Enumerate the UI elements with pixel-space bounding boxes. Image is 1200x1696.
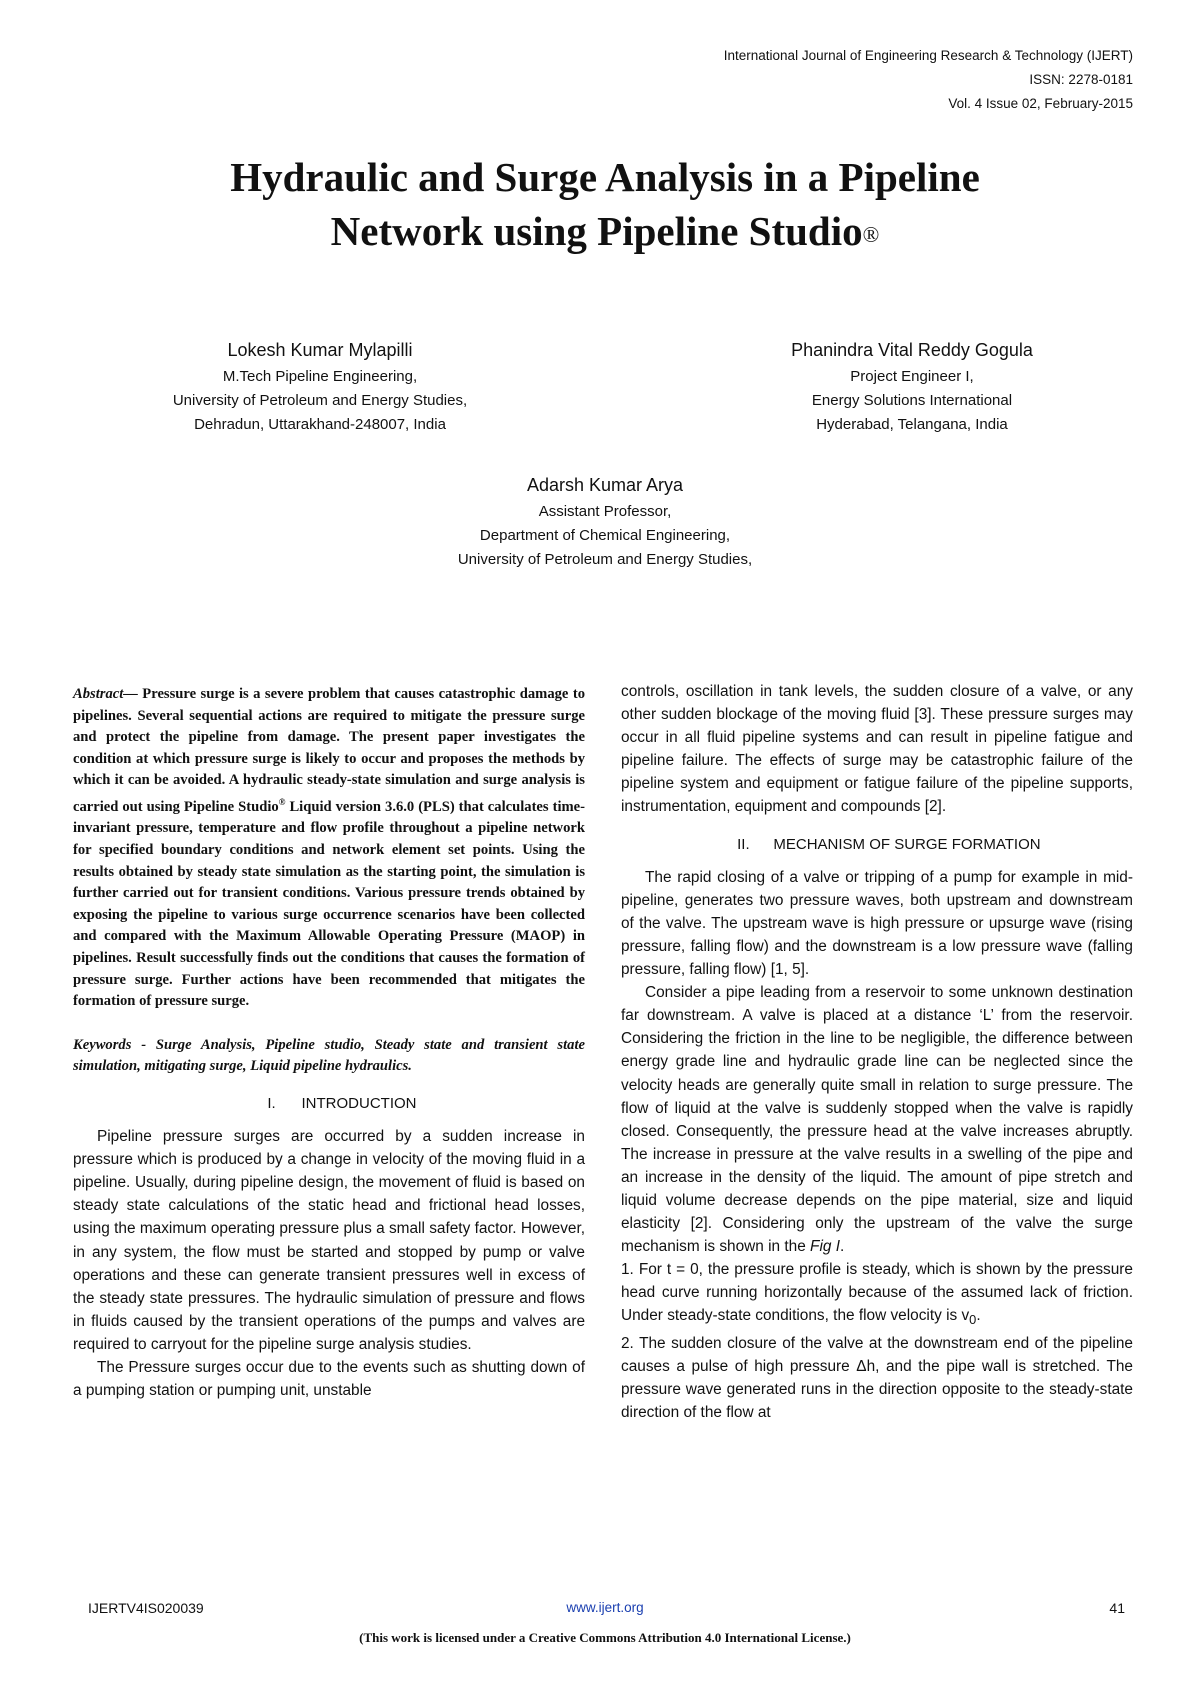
paper-id: IJERTV4IS020039 bbox=[88, 1600, 204, 1616]
author-affiliation: Project Engineer I, bbox=[850, 368, 974, 385]
intro-continuation: controls, oscillation in tank levels, the sudden closure of a valve, or any other sudden blockage of the moving fluid [3]. These pressure surges may occur in all fluid pipeline systems and can result in pipeline fatigue and pipeline failure. The effects of surge may be catastrophic failure of the pipeline system and equipment or fatigue failure of the pipeline supports, instrumentation, equipment and compounds [2]. bbox=[621, 683, 1133, 816]
journal-issn: ISSN: 2278-0181 bbox=[1029, 72, 1133, 87]
abstract-text-continued: Liquid version 3.6.0 (PLS) that calculates time-invariant pressure, temperature and flow profile throughout a pipeline network for specified boundary conditions and network element set points. Using the results obtained by steady state simulation as the starting point, the simulation is further carried out for transient conditions. Various pressure trends obtained by exposing the pipeline to various surge occurrence scenarios have been collected and compared with the Maximum Allowable Operating Pressure (MAOP) in pipelines. Result successfully finds out the conditions that causes the formation of pressure surge. Further actions have been recommended that mitigates the formation of pressure surge. bbox=[73, 798, 585, 1010]
section-number: I. bbox=[267, 1094, 276, 1112]
author-affiliation: University of Petroleum and Energy Studies, bbox=[457, 551, 753, 568]
author-block-2 bbox=[712, 335, 1112, 437]
title-line-2-text: Network using Pipeline Studio bbox=[330, 208, 863, 254]
abstract bbox=[73, 684, 585, 1013]
author-affiliation: Energy Solutions International bbox=[811, 392, 1013, 409]
item-text-end: . bbox=[976, 1307, 981, 1325]
author-name: Lokesh Kumar Mylapilli bbox=[227, 340, 413, 360]
author-affiliation: Hyderabad, Telangana, India bbox=[816, 416, 1008, 433]
item-text: 1. For t = 0, the pressure profile is steady, which is shown by the pressure head curve running horizontally because of the assumed lack of friction. Under steady-state conditions, the flow velocity is v bbox=[621, 1261, 1133, 1325]
registered-mark: ® bbox=[278, 796, 286, 807]
mechanism-paragraph-1: The rapid closing of a valve or tripping of a pump for example in mid- pipeline, generates two pressure waves, both upstream and downstream of the valve. The upstream wave is high pressure or upsurge wave (rising pressure, falling flow) and the downstream is a low pressure wave (falling pressure, falling flow) [1, 5]. bbox=[621, 868, 1133, 979]
paragraph-text-end: . bbox=[839, 1238, 845, 1256]
intro-paragraph-1: Pipeline pressure surges are occurred by a sudden increase in pressure which is produced by a change in velocity of the moving fluid in a pipeline. Usually, during pipeline design, the movement of fluid is based on steady state calculations of the static head and frictional head losses, using the maximum operating pressure plus a small safety factor. However, in any system, the flow must be started and stopped by pump or valve operations and these can generate transient pressures well in excess of the steady state pressures. The hydraulic simulation of pressure and flows in fluids caused by the transient operations of the pumps and valves are required to carryout for the pipeline surge analysis studies. bbox=[73, 1128, 585, 1353]
journal-name: International Journal of Engineering Research & Technology (IJERT) bbox=[723, 48, 1133, 63]
journal-volume: Vol. 4 Issue 02, February-2015 bbox=[948, 96, 1133, 111]
author-block-1 bbox=[110, 335, 530, 437]
author-affiliation: M.Tech Pipeline Engineering, bbox=[222, 368, 418, 385]
keywords: Keywords - Surge Analysis, Pipeline studio, Steady state and transient state simulation, mitigating surge, Liquid pipeline hydraulics. bbox=[73, 1036, 585, 1075]
paper-title bbox=[0, 150, 1200, 258]
left-column bbox=[73, 684, 585, 1402]
author-name: Phanindra Vital Reddy Gogula bbox=[791, 340, 1033, 360]
author-affiliation: University of Petroleum and Energy Studies, bbox=[172, 392, 468, 409]
intro-paragraph-2: The Pressure surges occur due to the events such as shutting down of a pumping station or pumping unit, unstable bbox=[73, 1358, 585, 1400]
abstract-label: Abstract— bbox=[73, 686, 138, 702]
abstract-text: Pressure surge is a severe problem that causes catastrophic damage to pipelines. Several sequential actions are required to mitigate the pressure surge and protect the pipeline from damage. The present paper investigates the condition at which pressure surge is likely to occur and proposes the methods by which it can be avoided. A hydraulic steady-state simulation and surge analysis is carried out using Pipeline Studio bbox=[73, 686, 585, 815]
author-block-3 bbox=[380, 470, 830, 572]
website-link[interactable]: www.ijert.org bbox=[566, 1600, 644, 1615]
section-heading-mechanism bbox=[621, 833, 1133, 856]
author-affiliation: Department of Chemical Engineering, bbox=[479, 527, 731, 544]
item-subscript: 0 bbox=[969, 1312, 977, 1328]
registered-mark: ® bbox=[862, 222, 880, 247]
section-title: INTRODUCTION bbox=[301, 1094, 417, 1112]
mechanism-paragraph-2 bbox=[621, 981, 1133, 1258]
title-line-1: Hydraulic and Surge Analysis in a Pipeline bbox=[230, 154, 980, 200]
license-notice: (This work is licensed under a Creative Commons Attribution 4.0 International License.) bbox=[359, 1630, 851, 1645]
page-number: 41 bbox=[1109, 1600, 1125, 1616]
author-name: Adarsh Kumar Arya bbox=[526, 475, 684, 495]
right-column bbox=[621, 680, 1133, 1424]
figure-reference: Fig I bbox=[810, 1238, 840, 1256]
section-title: MECHANISM OF SURGE FORMATION bbox=[773, 835, 1041, 853]
author-affiliation: Dehradun, Uttarakhand-248007, India bbox=[194, 416, 446, 433]
journal-header bbox=[724, 44, 1133, 116]
paragraph-text: Consider a pipe leading from a reservoir to some unknown destination far downstream. A valve is placed at a distance ‘L’ from the reservoir. Considering the friction in the line to be negligible, the difference between energy grade line and hydraulic grade line can be neglected since the velocity heads are generally quite small in relation to surge pressure. The flow of liquid at the valve is suddenly stopped when the valve is rapidly closed. Consequently, the pressure head at the valve increases abruptly. The increase in pressure at the valve results in a swelling of the pipe and an increase in the density of the liquid. The amount of pipe stretch and liquid volume decrease depends on the pipe material, size and liquid elasticity [2]. Considering only the upstream of the valve the surge mechanism is shown in the bbox=[621, 984, 1133, 1256]
section-heading-introduction bbox=[73, 1092, 585, 1115]
mechanism-item-1 bbox=[621, 1258, 1133, 1331]
author-affiliation: Assistant Professor, bbox=[538, 503, 672, 520]
title-line-2 bbox=[0, 204, 1200, 258]
section-number: II. bbox=[737, 835, 750, 853]
mechanism-item-2: 2. The sudden closure of the valve at the downstream end of the pipeline causes a pulse of high pressure Δh, and the pipe wall is stretched. The pressure wave generated runs in the direction opposite to the steady-state direction of the flow at bbox=[621, 1334, 1133, 1421]
